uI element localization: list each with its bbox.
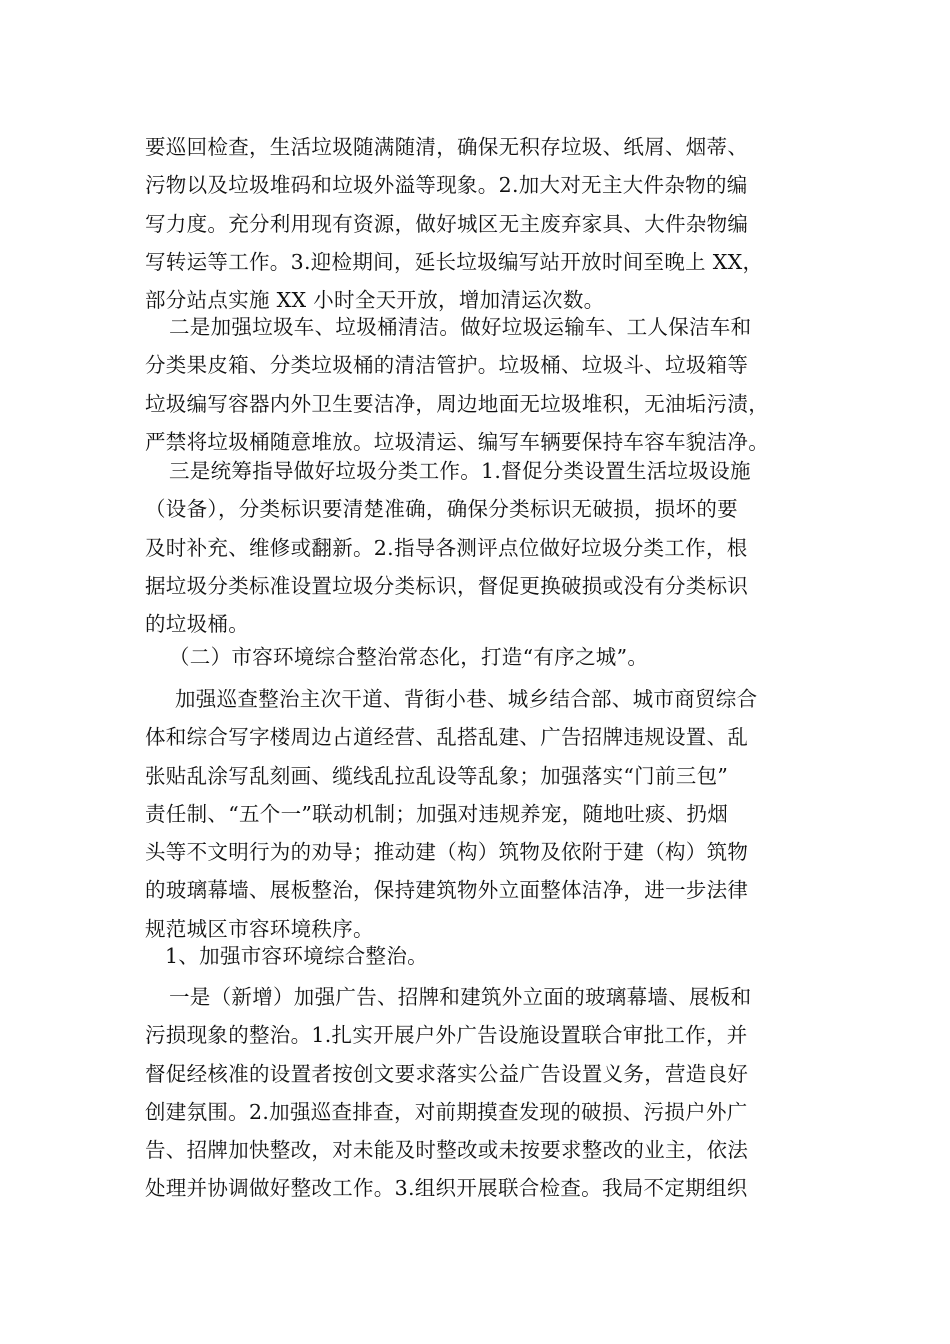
- paragraph-waste-sorting: [145, 452, 825, 643]
- paragraph-vehicle-cleaning: [145, 308, 825, 461]
- text-line: 头等不文明行为的劝导；推动建（构）筑物及依附于建（构）筑物: [145, 840, 749, 865]
- text-line: 督促经核准的设置者按创文要求落实公益广告设置义务，营造良好: [145, 1061, 749, 1086]
- text-line: 体和综合写字楼周边占道经营、乱搭乱建、广告招牌违规设置、乱: [145, 725, 749, 750]
- text-line: 的垃圾桶。: [145, 612, 249, 637]
- text-line: 告、招牌加快整改，对未能及时整改或未按要求整改的业主，依法: [145, 1138, 749, 1163]
- text-line: 二是加强垃圾车、垃圾桶清洁。做好垃圾运输车、工人保洁车和: [169, 315, 752, 339]
- paragraph-advertising-rectification: [145, 978, 825, 1208]
- text-line: 分类果皮箱、分类垃圾桶的清洁管护。垃圾桶、垃圾斗、垃圾箱等: [145, 353, 749, 378]
- text-line: 张贴乱涂写乱刻画、缆线乱拉乱设等乱象；加强落实“门前三包”: [145, 763, 729, 788]
- text-line: 责任制、“五个一”联动机制；加强对违规养宠，随地吐痰、扔烟: [145, 801, 729, 826]
- text-line: 垃圾编写容器内外卫生要洁净，周边地面无垃圾堆积，无油垢污渍，: [145, 391, 769, 416]
- text-line: 创建氛围。2.加强巡查排查，对前期摸查发现的破损、污损户外广: [145, 1099, 748, 1124]
- text-line: 写力度。充分利用现有资源，做好城区无主废弃家具、大件杂物编: [145, 211, 749, 236]
- subheading-cityscape-rectification: [145, 937, 825, 975]
- text-line: 一是（新增）加强广告、招牌和建筑外立面的玻璃幕墙、展板和: [169, 985, 752, 1009]
- text-line: 处理并协调做好整改工作。3.组织开展联合检查。我局不定期组织: [145, 1176, 748, 1201]
- text-line: 及时补充、维修或翻新。2.指导各测评点位做好垃圾分类工作，根: [145, 535, 748, 560]
- text-line: 的玻璃幕墙、展板整治，保持建筑物外立面整体洁净，进一步法律: [145, 878, 749, 903]
- heading-line: （二）市容环境综合整治常态化，打造“有序之城”。: [169, 645, 649, 669]
- text-line: 加强巡查整治主次干道、背街小巷、城乡结合部、城市商贸综合: [175, 687, 758, 711]
- text-line: 污物以及垃圾堆码和垃圾外溢等现象。2.加大对无主大件杂物的编: [145, 173, 748, 198]
- heading-line: 1、加强市容环境综合整治。: [165, 944, 428, 968]
- text-line: 部分站点实施 XX 小时全天开放，增加清运次数。: [145, 288, 605, 313]
- text-line: 写转运等工作。3.迎检期间，延长垃圾编写站开放时间至晚上 XX，: [145, 249, 764, 274]
- text-line: 据垃圾分类标准设置垃圾分类标识，督促更换破损或没有分类标识: [145, 573, 749, 598]
- paragraph-patrol-rectification: [145, 680, 825, 948]
- text-line: 严禁将垃圾桶随意堆放。垃圾清运、编写车辆要保持车容车貌洁净。: [145, 429, 769, 454]
- text-line: 三是统筹指导做好垃圾分类工作。1.督促分类设置生活垃圾设施: [169, 459, 751, 483]
- text-line: 要巡回检查，生活垃圾随满随清，确保无积存垃圾、纸屑、烟蒂、: [145, 135, 749, 159]
- paragraph-waste-inspection: [145, 128, 825, 319]
- text-line: 污损现象的整治。1.扎实开展户外广告设施设置联合审批工作，并: [145, 1023, 748, 1048]
- text-line: 规范城区市容环境秩序。: [145, 916, 374, 941]
- text-line: （设备），分类标识要清楚准确，确保分类标识无破损，损坏的要: [145, 497, 738, 522]
- section-heading-cityscape: [145, 638, 825, 676]
